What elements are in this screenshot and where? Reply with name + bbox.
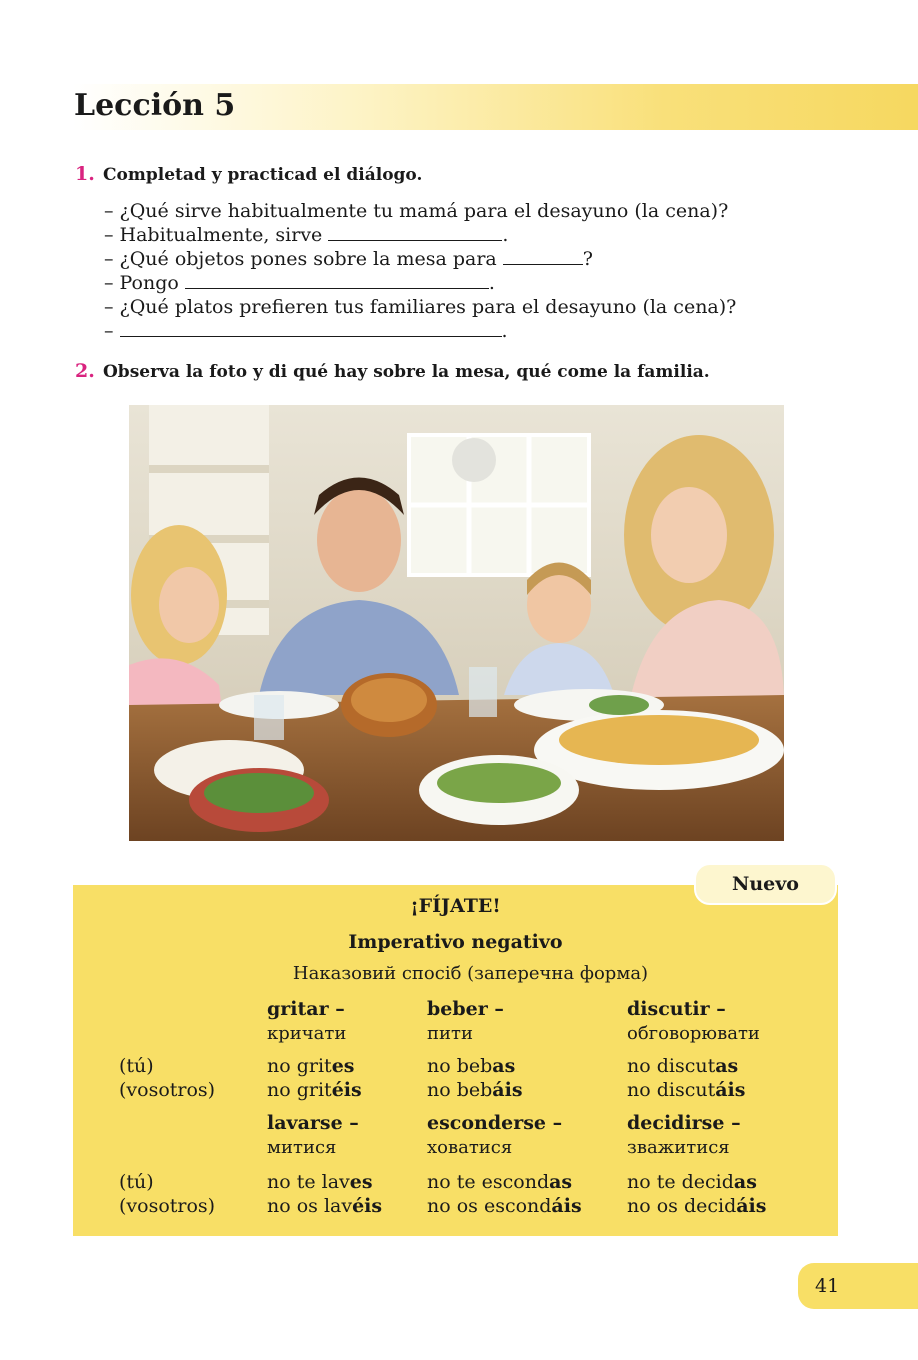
dialog-text: – ¿Qué platos prefieren tus familiares para el desayuno (la cena)?: [104, 296, 737, 318]
answer-blank[interactable]: [185, 272, 489, 289]
page-number: 41: [815, 1275, 840, 1297]
verb-infinitive: decidirse –: [627, 1112, 741, 1134]
pronoun-tu: (tú): [119, 1171, 154, 1193]
conjugation-vosotros: no os decidáis: [627, 1195, 767, 1217]
verb-gloss: обговорювати: [627, 1023, 760, 1044]
conjugation-vosotros: no os lavéis: [267, 1195, 383, 1217]
exercise-2-number: 2.: [75, 360, 95, 382]
verb-gloss: пити: [427, 1023, 473, 1044]
exercise-1-number: 1.: [75, 163, 95, 185]
grammar-subtitle: Imperativo negativo: [348, 931, 563, 953]
pronoun-vosotros: (vosotros): [119, 1195, 216, 1217]
conjugation-tu: no bebas: [427, 1055, 516, 1077]
dialog-text: – ¿Qué objetos pones sobre la mesa para: [104, 248, 503, 270]
conjugation-vosotros: no os escondáis: [427, 1195, 582, 1217]
dialog-text: – ¿Qué sirve habitualmente tu mamá para el desayuno (la cena)?: [104, 200, 729, 222]
verb-infinitive: gritar –: [267, 998, 345, 1020]
answer-blank[interactable]: [120, 320, 502, 337]
dialog-line: [104, 271, 736, 295]
dialog-line: [104, 319, 736, 343]
pronoun-vosotros: (vosotros): [119, 1079, 216, 1101]
conjugation-tu: no grites: [267, 1055, 355, 1077]
dialog-text: –: [104, 320, 120, 342]
lesson-title: Lección 5: [74, 88, 236, 123]
dialog-line: [104, 295, 736, 319]
conjugation-tu: no discutas: [627, 1055, 739, 1077]
dialog-line: [104, 223, 736, 247]
conjugation-tu: no te decidas: [627, 1171, 757, 1193]
verb-gloss: зважитися: [627, 1137, 730, 1158]
verb-gloss: кричати: [267, 1023, 347, 1044]
dialog-punct: .: [502, 224, 509, 246]
answer-blank[interactable]: [328, 224, 502, 241]
conjugation-vosotros: no gritéis: [267, 1079, 362, 1101]
verb-infinitive: lavarse –: [267, 1112, 359, 1134]
dialog-punct: .: [501, 320, 508, 342]
verb-infinitive: discutir –: [627, 998, 726, 1020]
answer-blank[interactable]: [503, 248, 583, 265]
pronoun-tu: (tú): [119, 1055, 154, 1077]
verb-gloss: митися: [267, 1137, 337, 1158]
grammar-subtitle-ukr: Наказовий спосіб (заперечна форма): [292, 963, 649, 984]
dialog: [104, 199, 736, 343]
nuevo-badge: Nuevo: [694, 863, 837, 905]
dialog-text: – Habitualmente, sirve: [104, 224, 329, 246]
conjugation-tu: no te escondas: [427, 1171, 573, 1193]
family-dinner-photo: [129, 405, 784, 841]
verb-infinitive: beber –: [427, 998, 504, 1020]
grammar-heading: ¡FÍJATE!: [410, 895, 501, 917]
verb-gloss: ховатися: [427, 1137, 513, 1158]
dialog-punct: ?: [582, 248, 593, 270]
dialog-punct: .: [488, 272, 495, 294]
exercise-1-instruction: Completad y practicad el diálogo.: [103, 165, 423, 185]
conjugation-vosotros: no discutáis: [627, 1079, 746, 1101]
conjugation-vosotros: no bebáis: [427, 1079, 523, 1101]
dialog-line: [104, 247, 736, 271]
verb-infinitive: esconderse –: [427, 1112, 563, 1134]
dialog-line: [104, 199, 736, 223]
conjugation-tu: no te laves: [267, 1171, 373, 1193]
exercise-2-instruction: Observa la foto y di qué hay sobre la mesa, qué come la familia.: [103, 362, 710, 382]
dialog-text: – Pongo: [104, 272, 185, 294]
